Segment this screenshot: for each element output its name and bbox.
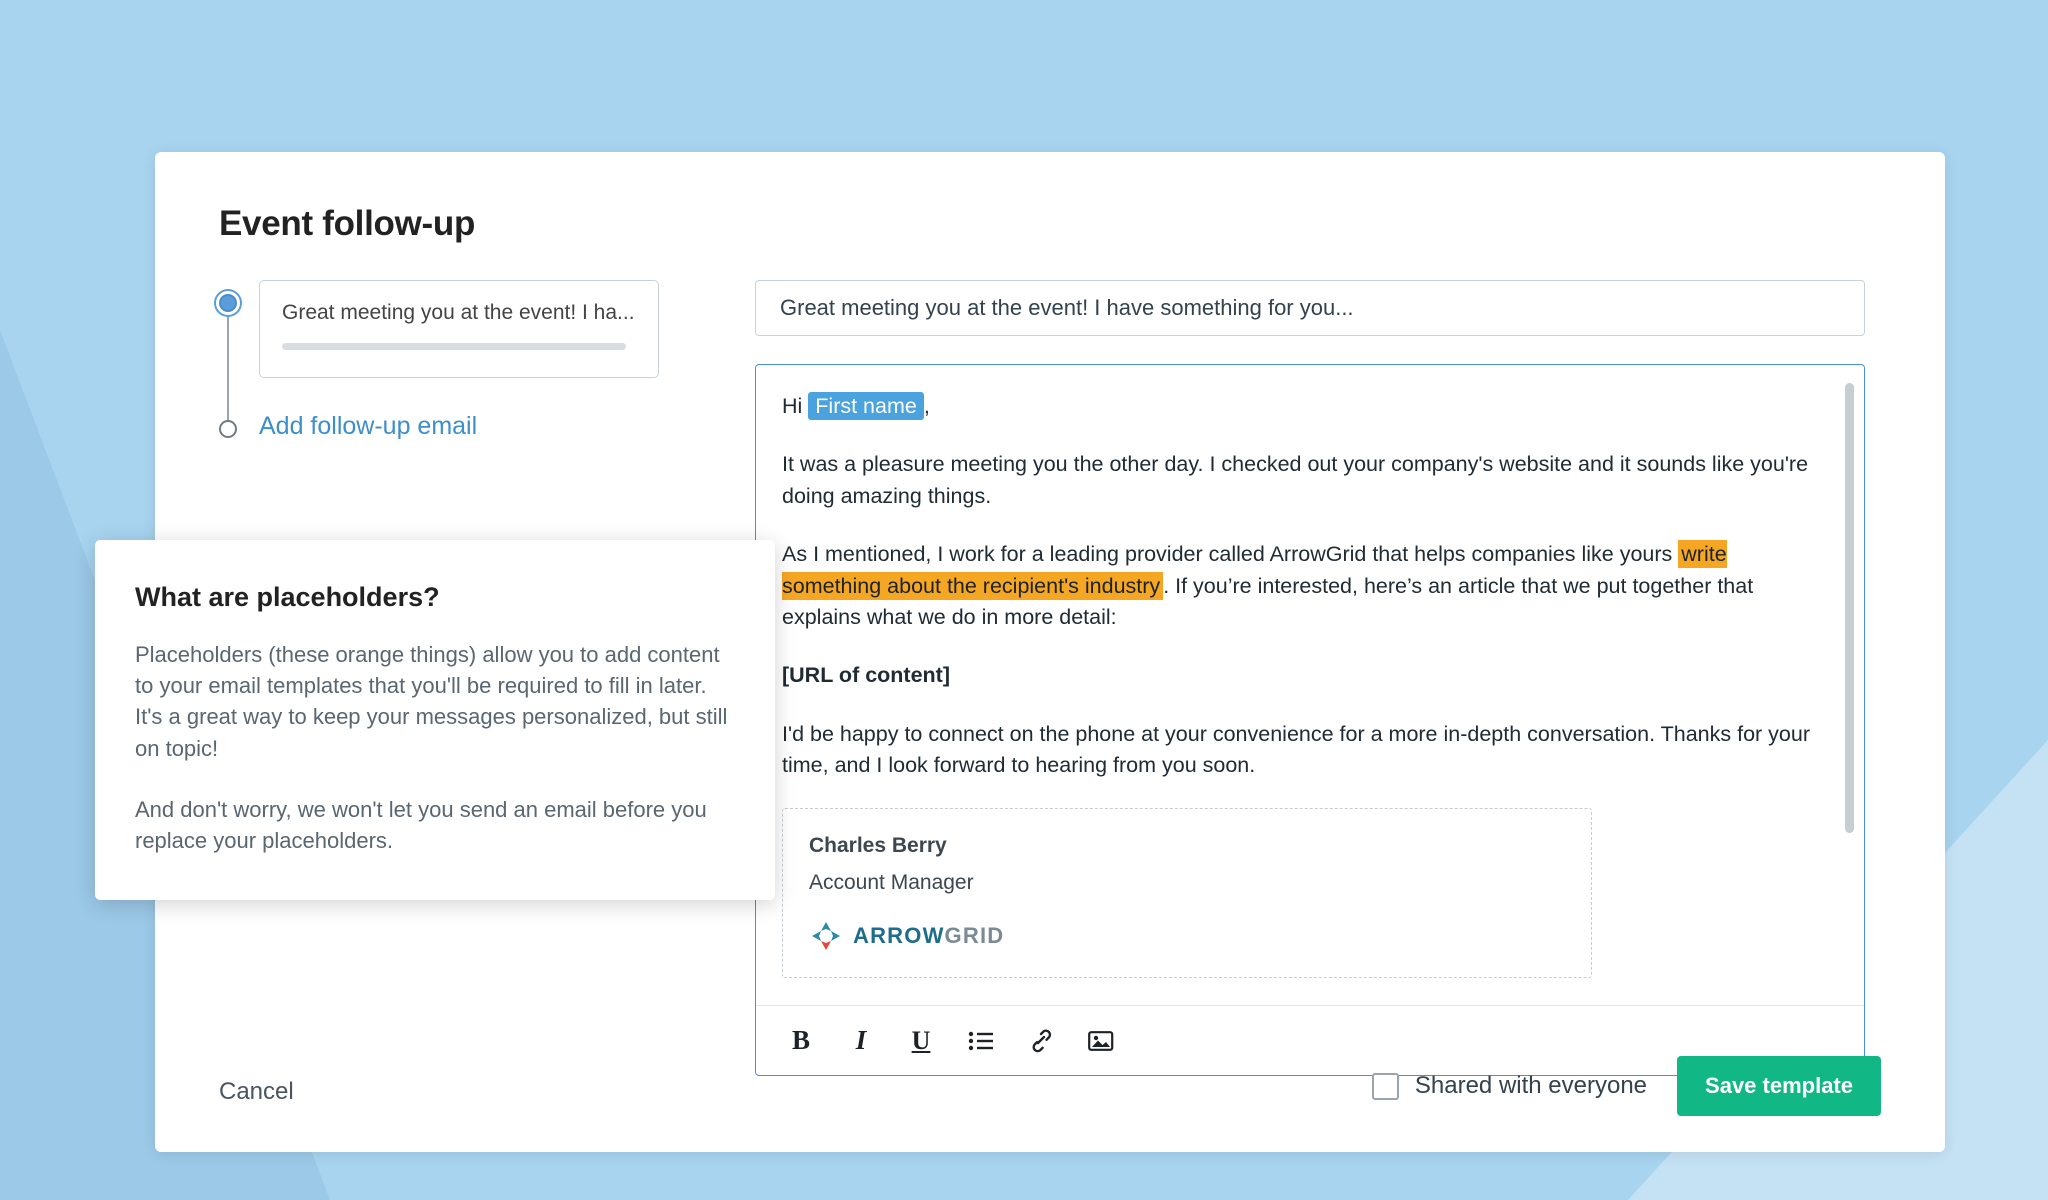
signature-logo <box>809 919 1565 953</box>
cancel-button[interactable]: Cancel <box>219 1078 294 1105</box>
email-body-editor[interactable] <box>755 364 1865 1076</box>
greeting-suffix: , <box>923 394 930 418</box>
subject-input[interactable] <box>755 280 1865 336</box>
arrowgrid-logo-icon <box>809 919 843 953</box>
image-icon[interactable] <box>1084 1024 1118 1058</box>
link-icon[interactable] <box>1024 1024 1058 1058</box>
signature-logo-text <box>853 920 1004 952</box>
footer-actions <box>1372 1056 1881 1116</box>
popover-paragraph-1: Placeholders (these orange things) allow you to add content to your email templates that you'll be required to fill in later. It's a great way to keep your messages personalized, but still on topic! <box>135 642 728 761</box>
placeholder-first-name[interactable]: First name <box>808 392 924 420</box>
sequence-email-subject: Great meeting you at the event! I ha... <box>282 301 635 324</box>
body-greeting <box>782 391 1824 422</box>
sequence-rail <box>227 302 229 428</box>
body-paragraph-2-part2: . If you’re interested, here’s an article that we put together that explains what we do in more detail: <box>782 573 1754 629</box>
greeting-prefix: Hi <box>782 394 809 418</box>
bold-button[interactable]: B <box>791 1025 810 1055</box>
email-signature-block[interactable] <box>782 808 1592 977</box>
sequence-email-body-placeholder-bar <box>282 343 626 350</box>
bulleted-list-icon[interactable] <box>964 1024 998 1058</box>
sequence-step-dot-add <box>219 420 237 438</box>
email-body-scroll-area <box>756 365 1864 1005</box>
email-body-text <box>782 391 1824 978</box>
body-paragraph-1: It was a pleasure meeting you the other day. I checked out your company's website and it sounds like you're doing amazing things. <box>782 452 1809 508</box>
popover-paragraph-2: And don't worry, we won't let you send an email before you replace your placeholders. <box>135 796 707 854</box>
placeholder-industry[interactable]: write something about the recipient's industry <box>782 542 1727 598</box>
body-paragraph-3: I'd be happy to connect on the phone at your convenience for a more in-depth conversation. Thanks for your time, and I look forward to hearing from you soon. <box>782 721 1810 777</box>
email-editor <box>755 280 1865 1076</box>
save-template-button[interactable]: Save template <box>1677 1056 1881 1116</box>
logo-text-bold: ARROW <box>853 922 945 948</box>
signature-role: Account Manager <box>809 871 974 895</box>
body-scrollbar[interactable] <box>1845 383 1854 989</box>
shared-with-everyone-label: Shared with everyone <box>1414 1072 1648 1099</box>
popover-heading: What are placeholders? <box>135 582 440 612</box>
underline-button[interactable]: U <box>911 1025 931 1055</box>
shared-with-everyone-checkbox[interactable] <box>1372 1073 1399 1100</box>
sequence-email-card[interactable] <box>259 280 659 378</box>
placeholders-help-popover <box>95 540 775 900</box>
shared-with-everyone-toggle[interactable] <box>1372 1072 1647 1100</box>
italic-button[interactable]: I <box>855 1025 867 1055</box>
page-title: Event follow-up <box>219 204 476 243</box>
logo-text-light: GRID <box>944 922 1005 948</box>
signature-name: Charles Berry <box>809 834 947 858</box>
add-followup-email-link[interactable]: Add follow-up email <box>259 412 478 440</box>
sequence-step-dot-active <box>219 294 237 312</box>
body-paragraph-2 <box>782 539 1824 633</box>
body-scrollbar-thumb[interactable] <box>1845 383 1854 833</box>
body-paragraph-2-part1: As I mentioned, I work for a leading provider called ArrowGrid that helps companies like yours <box>782 542 1679 567</box>
body-url-line: [URL of content] <box>782 663 950 688</box>
